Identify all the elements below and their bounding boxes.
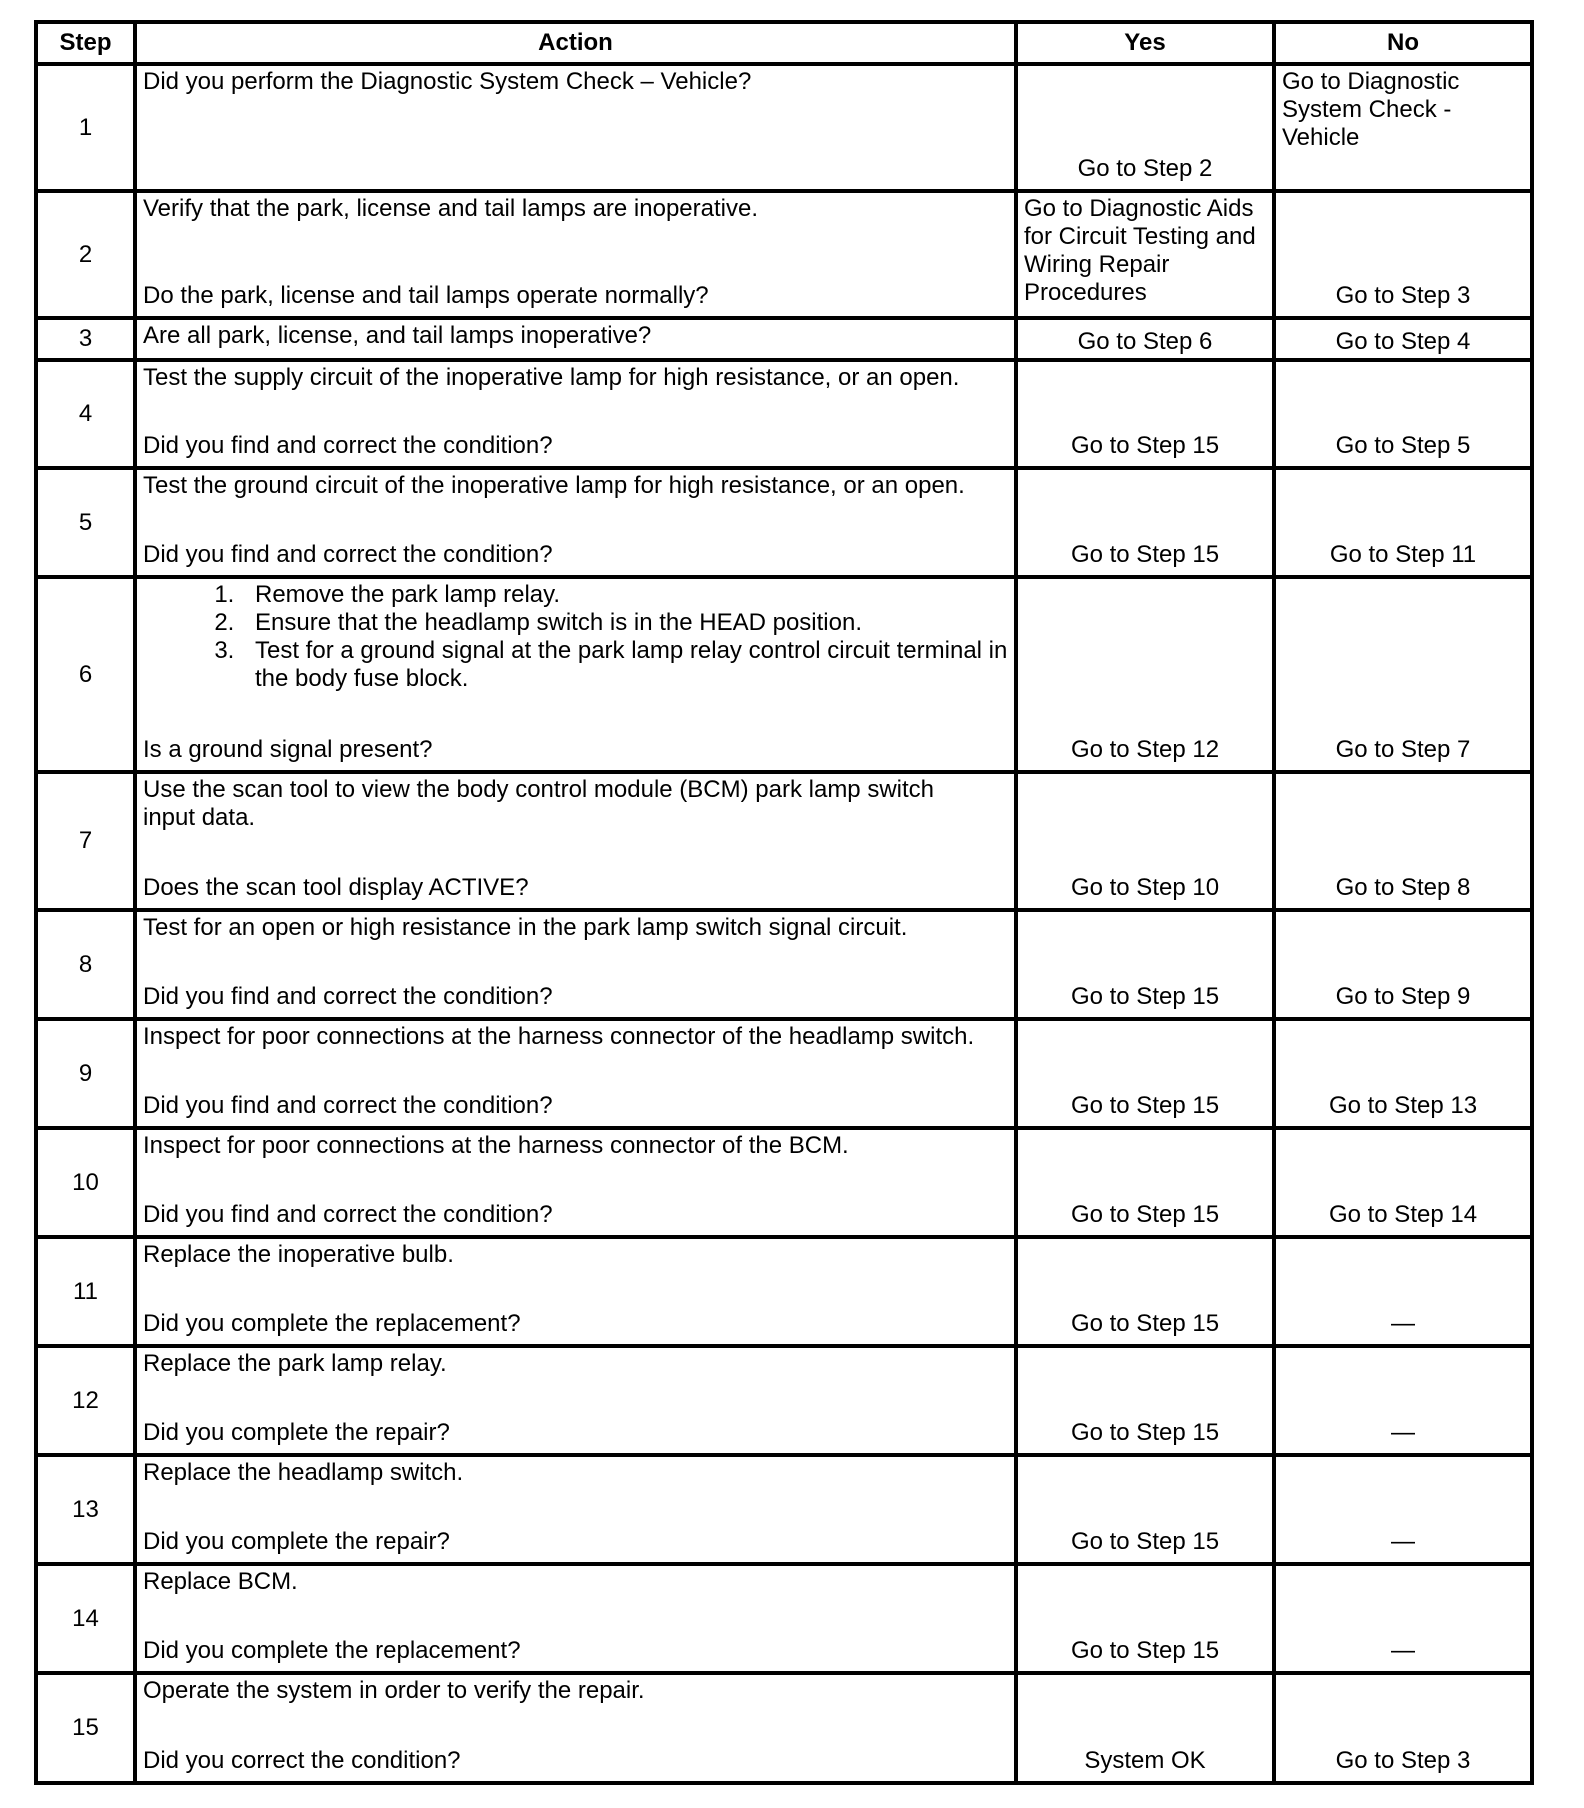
- no-cell: Go to Step 14: [1274, 1128, 1532, 1237]
- action-text: Test the supply circuit of the inoperative lamp for high resistance, or an open.: [143, 364, 960, 391]
- yes-cell: Go to Step 15: [1016, 910, 1274, 1019]
- step-number: 14: [36, 1564, 135, 1673]
- header-no: No: [1274, 22, 1532, 64]
- table-row: [36, 1019, 1532, 1128]
- step-number: 10: [36, 1128, 135, 1237]
- no-cell: Go to Step 4: [1274, 318, 1532, 360]
- yes-cell: Go to Step 15: [1016, 1128, 1274, 1237]
- table-row: [36, 318, 1532, 360]
- question-text: Did you complete the repair?: [143, 1419, 450, 1446]
- question-text: Did you complete the replacement?: [143, 1637, 521, 1664]
- substep-item: 2. Ensure that the headlamp switch is in the HEAD position.: [241, 609, 1014, 637]
- table-row: [36, 772, 1532, 910]
- action-text: Test the ground circuit of the inoperative lamp for high resistance, or an open.: [143, 472, 965, 499]
- no-cell: Go to Step 9: [1274, 910, 1532, 1019]
- table-row: [36, 191, 1532, 318]
- question-text: Did you correct the condition?: [143, 1747, 461, 1774]
- action-cell: [135, 191, 1016, 318]
- action-cell: [135, 1346, 1016, 1455]
- action-text: Verify that the park, license and tail lamps are inoperative.: [143, 195, 758, 222]
- table-row: [36, 910, 1532, 1019]
- action-text: Inspect for poor connections at the harness connector of the headlamp switch.: [143, 1023, 975, 1050]
- yes-cell: Go to Step 15: [1016, 1237, 1274, 1346]
- step-number: 1: [36, 64, 135, 191]
- yes-cell: Go to Step 10: [1016, 772, 1274, 910]
- action-text: Use the scan tool to view the body control module (BCM) park lamp switch input data.: [143, 776, 935, 831]
- table-row: [36, 360, 1532, 468]
- no-cell: —: [1274, 1237, 1532, 1346]
- step-number: 2: [36, 191, 135, 318]
- question-text: Does the scan tool display ACTIVE?: [143, 874, 529, 901]
- action-cell: [135, 1455, 1016, 1564]
- no-cell: —: [1274, 1455, 1532, 1564]
- yes-cell: Go to Step 15: [1016, 1019, 1274, 1128]
- substep-item: 3. Test for a ground signal at the park lamp relay control circuit terminal in the body fuse block.: [241, 637, 1014, 693]
- action-cell: [135, 1564, 1016, 1673]
- yes-cell: Go to Step 15: [1016, 468, 1274, 577]
- table-row: [36, 1564, 1532, 1673]
- substep-item: 1. Remove the park lamp relay.: [241, 581, 1014, 609]
- step-number: 11: [36, 1237, 135, 1346]
- question-text: Did you complete the repair?: [143, 1528, 450, 1555]
- no-cell: Go to Step 8: [1274, 772, 1532, 910]
- substep-list: [143, 581, 1014, 693]
- table-row: [36, 468, 1532, 577]
- no-cell: Go to Step 11: [1274, 468, 1532, 577]
- yes-cell: Go to Step 15: [1016, 1455, 1274, 1564]
- yes-cell: Go to Step 15: [1016, 360, 1274, 468]
- header-action: Action: [135, 22, 1016, 64]
- table-row: [36, 1455, 1532, 1564]
- no-cell: Go to Step 5: [1274, 360, 1532, 468]
- action-text: Inspect for poor connections at the harness connector of the BCM.: [143, 1132, 849, 1159]
- step-number: 6: [36, 577, 135, 772]
- action-text: Replace the park lamp relay.: [143, 1350, 447, 1377]
- action-cell: [135, 360, 1016, 468]
- header-row: [36, 22, 1532, 64]
- action-cell: [135, 772, 1016, 910]
- yes-cell: System OK: [1016, 1673, 1274, 1783]
- question-text: Did you find and correct the condition?: [143, 1092, 553, 1119]
- no-cell: Go to Step 3: [1274, 191, 1532, 318]
- table-row: [36, 64, 1532, 191]
- step-number: 13: [36, 1455, 135, 1564]
- no-cell: —: [1274, 1346, 1532, 1455]
- action-cell: [135, 1019, 1016, 1128]
- yes-cell: Go to Step 15: [1016, 1564, 1274, 1673]
- yes-cell: Go to Diagnostic Aids for Circuit Testing and Wiring Repair Procedures: [1016, 191, 1274, 318]
- question-text: Did you find and correct the condition?: [143, 432, 553, 459]
- no-cell: —: [1274, 1564, 1532, 1673]
- action-text: Replace BCM.: [143, 1568, 298, 1595]
- table-row: [36, 1237, 1532, 1346]
- no-cell: Go to Diagnostic System Check - Vehicle: [1274, 64, 1532, 191]
- no-cell: Go to Step 13: [1274, 1019, 1532, 1128]
- step-number: 4: [36, 360, 135, 468]
- question-text: Did you find and correct the condition?: [143, 1201, 553, 1228]
- action-cell: [135, 577, 1016, 772]
- table-row: [36, 1673, 1532, 1783]
- yes-cell: Go to Step 12: [1016, 577, 1274, 772]
- action-text: Are all park, license, and tail lamps inoperative?: [143, 322, 652, 349]
- table-row: [36, 1346, 1532, 1455]
- step-number: 15: [36, 1673, 135, 1783]
- question-text: Did you complete the replacement?: [143, 1310, 521, 1337]
- action-cell: [135, 1673, 1016, 1783]
- question-text: Did you find and correct the condition?: [143, 541, 553, 568]
- action-text: Operate the system in order to verify the repair.: [143, 1677, 645, 1704]
- header-yes: Yes: [1016, 22, 1274, 64]
- action-text: Test for an open or high resistance in the park lamp switch signal circuit.: [143, 914, 908, 941]
- action-cell: [135, 64, 1016, 191]
- table-row: [36, 577, 1532, 772]
- action-text: Replace the inoperative bulb.: [143, 1241, 454, 1268]
- no-cell: Go to Step 7: [1274, 577, 1532, 772]
- yes-cell: Go to Step 15: [1016, 1346, 1274, 1455]
- step-number: 7: [36, 772, 135, 910]
- action-cell: [135, 468, 1016, 577]
- step-number: 3: [36, 318, 135, 360]
- question-text: Is a ground signal present?: [143, 736, 433, 763]
- header-step: Step: [36, 22, 135, 64]
- action-cell: [135, 910, 1016, 1019]
- action-cell: [135, 318, 1016, 360]
- step-number: 5: [36, 468, 135, 577]
- action-text: Did you perform the Diagnostic System Check – Vehicle?: [143, 68, 752, 95]
- question-text: Did you find and correct the condition?: [143, 983, 553, 1010]
- no-cell: Go to Step 3: [1274, 1673, 1532, 1783]
- step-number: 9: [36, 1019, 135, 1128]
- action-cell: [135, 1237, 1016, 1346]
- action-text: Replace the headlamp switch.: [143, 1459, 464, 1486]
- step-number: 8: [36, 910, 135, 1019]
- diagnostic-table: [34, 20, 1534, 1785]
- question-text: Do the park, license and tail lamps operate normally?: [143, 282, 709, 309]
- yes-cell: Go to Step 6: [1016, 318, 1274, 360]
- step-number: 12: [36, 1346, 135, 1455]
- action-cell: [135, 1128, 1016, 1237]
- yes-cell: Go to Step 2: [1016, 64, 1274, 191]
- table-row: [36, 1128, 1532, 1237]
